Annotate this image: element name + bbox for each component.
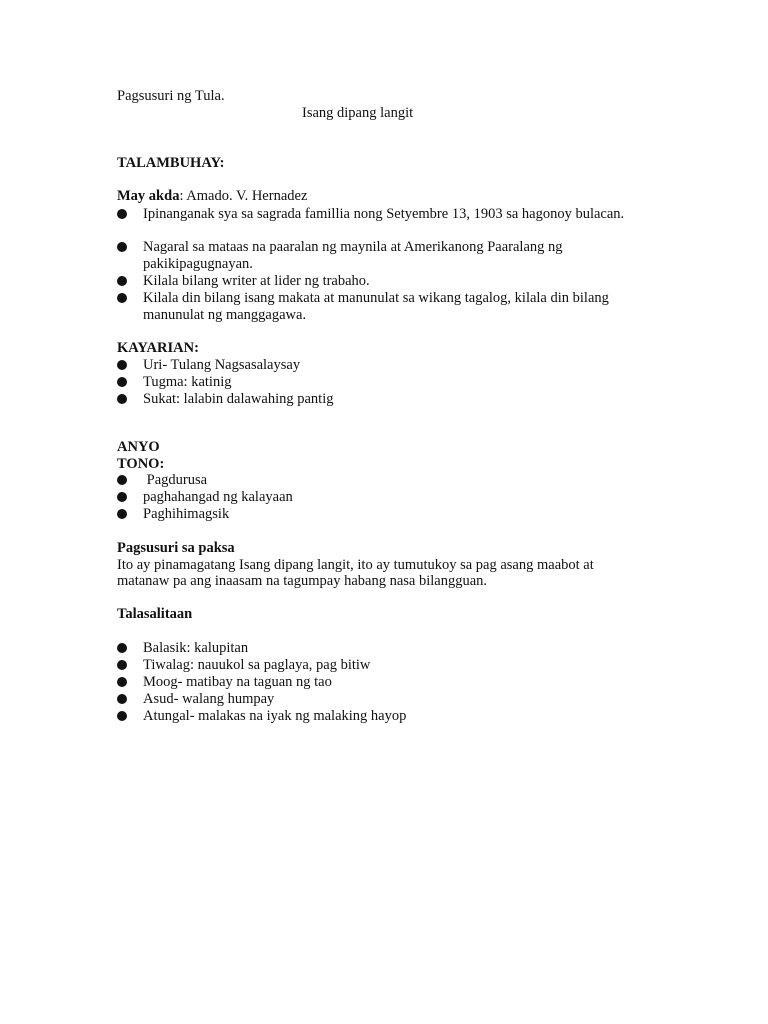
list-item-text: Pagdurusa <box>143 472 208 488</box>
tono-heading: TONO: <box>117 456 165 472</box>
kayarian-heading: KAYARIAN: <box>117 340 199 356</box>
list-item-text: Balasik: kalupitan <box>143 640 249 656</box>
talambuhay-heading: TALAMBUHAY: <box>117 155 225 171</box>
bullet-icon <box>117 394 127 404</box>
author-line <box>117 188 307 205</box>
bullet-icon <box>117 509 127 519</box>
bullet-icon <box>117 492 127 502</box>
bullet-icon <box>117 276 127 286</box>
paksa-text-line: Ito ay pinamagatang Isang dipang langit, ito ay tumutukoy sa pag asang maabot at <box>117 557 594 573</box>
paksa-text-line: matanaw pa ang inaasam na tagumpay habang nasa bilangguan. <box>117 573 488 589</box>
list-item-text: Sukat: lalabin dalawahing pantig <box>143 391 334 407</box>
list-item-text: Kilala bilang writer at lider ng trabaho. <box>143 273 370 289</box>
list-item-text: paghahangad ng kalayaan <box>143 489 293 505</box>
heading-left: Pagsusuri ng Tula. <box>117 88 225 104</box>
bullet-icon <box>117 711 127 721</box>
list-item-text: Uri- Tulang Nagsasalaysay <box>143 357 301 373</box>
list-item-text: Tugma: katinig <box>143 374 232 390</box>
list-item-text: Asud- walang humpay <box>143 691 275 707</box>
author-label: May akda <box>117 188 180 204</box>
anyo-heading: ANYO <box>117 439 160 455</box>
list-item-text: Atungal- malakas na iyak ng malaking hayop <box>143 708 407 724</box>
bullet-icon <box>117 242 127 252</box>
bullet-icon <box>117 643 127 653</box>
talasalitaan-heading: Talasalitaan <box>117 606 193 622</box>
list-item-text: Kilala din bilang isang makata at manunulat sa wikang tagalog, kilala din bilang manunulat ng manggagawa. <box>143 290 609 323</box>
bullet-icon <box>117 360 127 370</box>
bullet-icon <box>117 377 127 387</box>
list-item-text: Tiwalag: nauukol sa paglaya, pag bitiw <box>143 657 371 673</box>
list-item-text: Paghihimagsik <box>143 506 230 522</box>
list-item-text: Ipinanganak sya sa sagrada famillia nong Setyembre 13, 1903 sa hagonoy bulacan. <box>143 206 625 222</box>
author-value: : Amado. V. Hernadez <box>179 188 308 204</box>
poem-title: Isang dipang langit <box>302 105 414 121</box>
list-item-text: Nagaral sa mataas na paaralan ng maynila at Amerikanong Paaralang ng pakikipagugnayan. <box>143 239 563 272</box>
paksa-heading: Pagsusuri sa paksa <box>117 540 235 556</box>
list-item-text: Moog- matibay na taguan ng tao <box>143 674 332 690</box>
bullet-icon <box>117 475 127 485</box>
bullet-icon <box>117 209 127 219</box>
bullet-icon <box>117 677 127 687</box>
bullet-icon <box>117 293 127 303</box>
bullet-icon <box>117 660 127 670</box>
bullet-icon <box>117 694 127 704</box>
